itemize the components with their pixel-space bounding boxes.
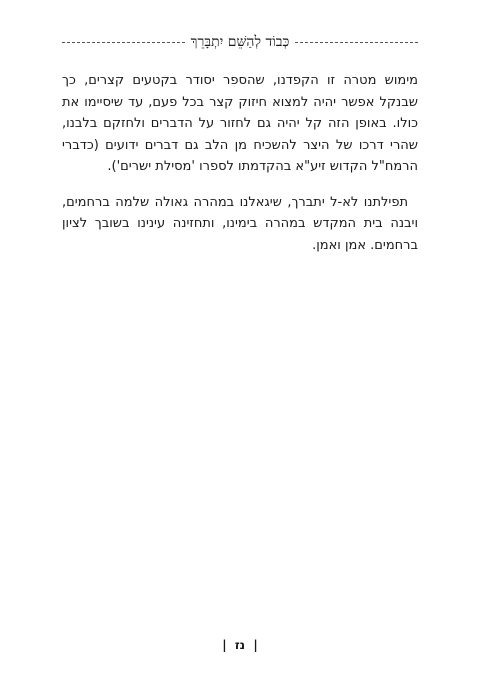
header-dashed-rule-right	[295, 42, 418, 43]
footer-bar-left: |	[222, 638, 227, 652]
header-title: כְּבוֹד לְהַשֵּׁם יִתְבָּרֵךְ	[190, 33, 290, 50]
footer-bar-right: |	[253, 638, 258, 652]
running-header	[62, 30, 418, 54]
page-number: נז	[234, 638, 246, 652]
page-footer	[0, 638, 480, 652]
page-body	[62, 70, 418, 270]
header-dashed-rule-left	[62, 42, 185, 43]
paragraph-1: מימוש מטרה זו הקפדנו, שהספר יסודר בקטעים קצרים, כך שבנקל אפשר יהיה למצוא חיזוק קצר בכל פעם, עד שיסיימו את כולו. באופן הזה קל יהיה גם לחזור על הדברים ולחזקם בלבנו, שהרי דרכו של היצר להשכיח מן הלב גם דברים ידועים (כדברי הרמח"ל הקדוש זיע"א בהקדמתו לספרו 'מסילת ישרים').	[62, 73, 418, 174]
paragraph-2: תפילתנו לא-ל יתברך, שיגאלנו במהרה גאולה שלמה ברחמים, ויבנה בית המקדש במהרה בימינו, ותחזינה עינינו בשובך לציון ברחמים. אמן ואמן.	[62, 194, 418, 253]
